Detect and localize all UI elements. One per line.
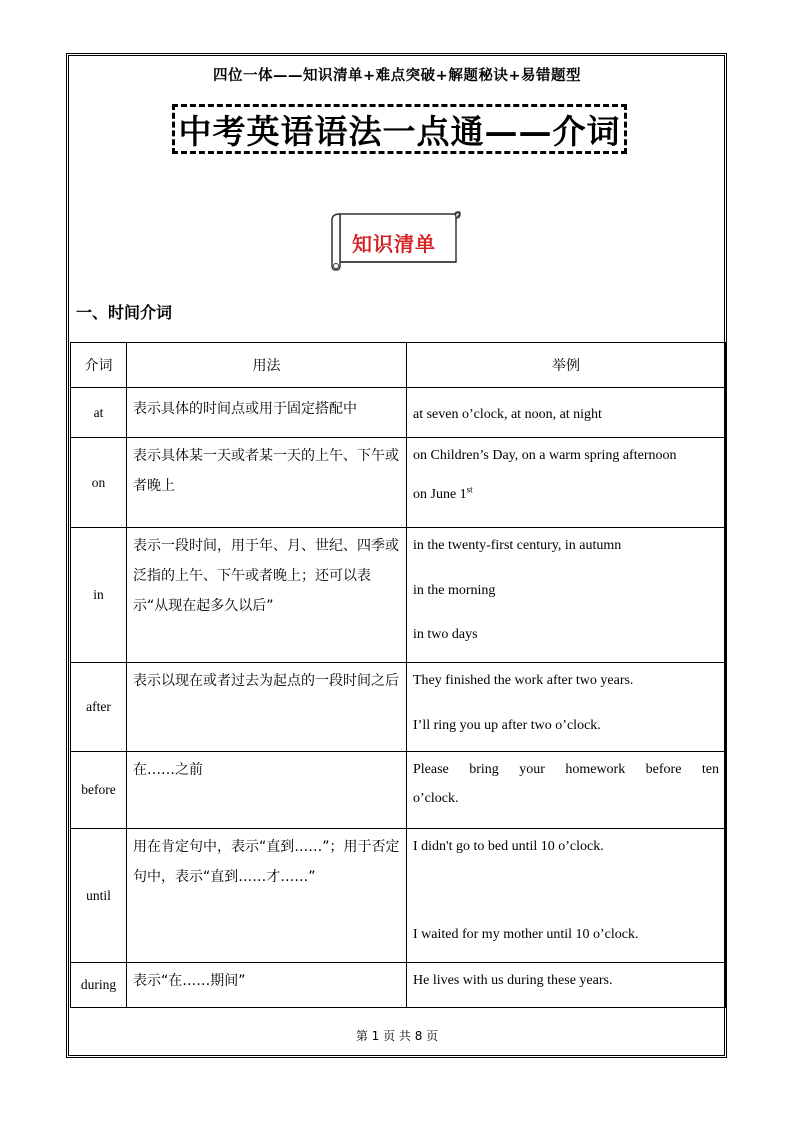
- prep-cell: at: [71, 388, 127, 438]
- table-header-row: [71, 343, 726, 388]
- example-line: I waited for my mother until 10 o’clock.: [413, 927, 639, 942]
- preposition-table: [70, 342, 726, 1008]
- table-row: [71, 388, 726, 438]
- prep-cell: before: [71, 752, 127, 829]
- prep-cell: until: [71, 829, 127, 963]
- usage-cell: 表示具体某一天或者某一天的上午、下午或者晚上: [127, 438, 407, 528]
- header-example: 举例: [407, 343, 726, 388]
- example-line: I didn't go to bed until 10 o’clock.: [413, 839, 604, 854]
- section-heading: 一、时间介词: [76, 303, 173, 322]
- header-usage: 用法: [127, 343, 407, 388]
- usage-cell: 表示一段时间，用于年、月、世纪、四季或泛指的上午、下午或者晚上；还可以表示“从现在起多久以后”: [127, 528, 407, 663]
- example-line: on Children’s Day, on a warm spring afternoon: [413, 448, 677, 463]
- prep-cell: on: [71, 438, 127, 528]
- usage-cell: 表示“在……期间”: [127, 963, 407, 1008]
- example-line: in the morning: [413, 583, 496, 598]
- example-cell: [407, 963, 726, 1008]
- example-line: in two days: [413, 627, 478, 642]
- example-line: He lives with us during these years.: [413, 973, 613, 988]
- example-line: at seven o’clock, at noon, at night: [413, 407, 602, 422]
- prep-cell: during: [71, 963, 127, 1008]
- example-cell: [407, 438, 726, 528]
- prep-cell: in: [71, 528, 127, 663]
- prep-cell: after: [71, 663, 127, 752]
- usage-cell: 表示以现在或者过去为起点的一段时间之后: [127, 663, 407, 752]
- banner-label: 知识清单: [352, 232, 436, 256]
- table-row: [71, 663, 726, 752]
- page-number: 第 1 页 共 8 页: [355, 1029, 439, 1043]
- tagline: 四位一体——知识清单+难点突破+解题秘诀+易错题型: [213, 68, 581, 84]
- usage-cell: 表示具体的时间点或用于固定搭配中: [127, 388, 407, 438]
- example-line: Please bring your homework before ten: [413, 762, 719, 777]
- title-box: [172, 104, 627, 154]
- page-title: 中考英语语法一点通——介词: [178, 111, 621, 151]
- example-line: in the twenty-first century, in autumn: [413, 538, 622, 553]
- table-row: [71, 438, 726, 528]
- header-preposition: 介词: [71, 343, 127, 388]
- ordinal-suffix: st: [466, 484, 473, 495]
- example-line: I’ll ring you up after two o’clock.: [413, 718, 601, 733]
- example-cell: [407, 829, 726, 963]
- example-cell: [407, 528, 726, 663]
- table-row: [71, 963, 726, 1008]
- table-row: [71, 752, 726, 829]
- table-row: [71, 528, 726, 663]
- example-cell: [407, 663, 726, 752]
- knowledge-banner: [326, 208, 462, 272]
- example-cell: [407, 752, 726, 829]
- usage-cell: 在……之前: [127, 752, 407, 829]
- example-line: They finished the work after two years.: [413, 673, 634, 688]
- table-row: [71, 829, 726, 963]
- example-line: [413, 473, 719, 517]
- usage-cell: 用在肯定句中，表示“直到……”；用于否定句中，表示“直到……才……”: [127, 829, 407, 963]
- example-cell: [407, 388, 726, 438]
- example-line: o’clock.: [413, 791, 459, 806]
- example-date: on June 1: [413, 487, 467, 502]
